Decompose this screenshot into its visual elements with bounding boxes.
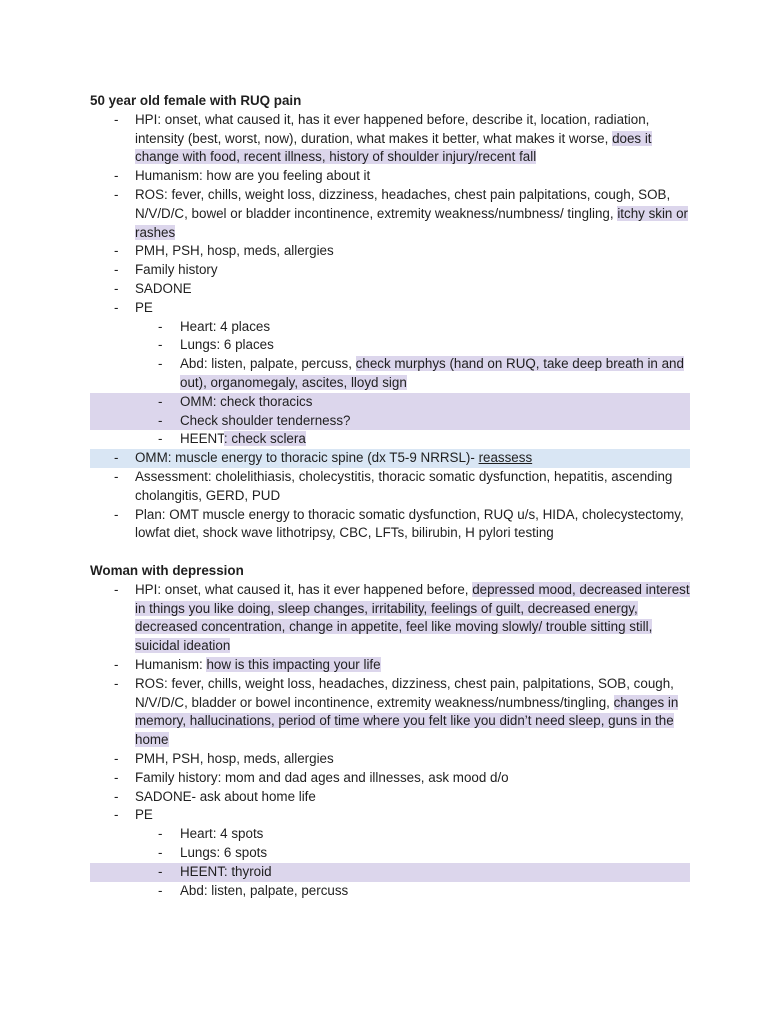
list-item: [90, 750, 690, 769]
case-depression: [90, 562, 690, 900]
item-text: SADONE: [135, 280, 192, 296]
list-item: [90, 261, 690, 280]
item-text: Humanism: how are you feeling about it: [135, 168, 371, 184]
item-text: Abd: listen, palpate, percuss: [180, 882, 349, 898]
sub-list-item: [90, 863, 690, 882]
item-text: PE: [135, 807, 153, 823]
item-text: HPI: onset, what caused it, has it ever happened before, describe it, location, radiation, intensity (best, worst, now), duration, what makes it better, what makes it worse,: [135, 111, 650, 146]
sub-list-item: [90, 825, 690, 844]
item-text: Check shoulder tenderness?: [180, 412, 351, 428]
sub-list-item: [90, 318, 690, 337]
list-item: [90, 449, 690, 468]
list-item: [90, 299, 690, 318]
highlighted-text: does it change with food, recent illness, history of shoulder injury/recent fall: [135, 130, 652, 165]
list-item: [90, 506, 690, 544]
item-text: Abd: listen, palpate, percuss,: [180, 356, 356, 372]
case-bullet-list: [90, 581, 690, 901]
list-item: [90, 468, 690, 506]
item-text: Family history: mom and dad ages and illnesses, ask mood d/o: [135, 769, 509, 785]
list-item: [90, 581, 690, 656]
item-text: SADONE- ask about home life: [135, 788, 316, 804]
sub-list-item: [90, 336, 690, 355]
item-text: PE: [135, 299, 153, 315]
sub-list-item: [90, 355, 690, 393]
highlighted-text: how is this impacting your life: [206, 656, 381, 672]
list-item: [90, 788, 690, 807]
sub-list-item: [90, 844, 690, 863]
item-text: Heart: 4 places: [180, 318, 271, 334]
case-ruq-pain: [90, 92, 690, 543]
case-heading: 50 year old female with RUQ pain: [90, 93, 302, 108]
item-text: OMM: check thoracics: [180, 393, 313, 409]
item-text: Lungs: 6 spots: [180, 844, 268, 860]
item-text: PMH, PSH, hosp, meds, allergies: [135, 243, 334, 259]
highlighted-text: check murphys (hand on RUQ, take deep breath in and out), organomegaly, ascites, lloyd sign: [180, 356, 684, 390]
underlined-text: reassess: [478, 450, 533, 466]
item-text: Family history: [135, 262, 218, 278]
list-item: [90, 675, 690, 750]
list-item: [90, 242, 690, 261]
item-text: HPI: onset, what caused it, has it ever happened before,: [135, 581, 473, 597]
case-bullet-list: [90, 111, 690, 543]
item-text: Lungs: 6 places: [180, 337, 274, 353]
case-heading: Woman with depression: [90, 563, 244, 578]
list-item: [90, 656, 690, 675]
list-item: [90, 769, 690, 788]
item-text: Assessment: cholelithiasis, cholecystitis, thoracic somatic dysfunction, hepatitis, ascending cholangitis, GERD, PUD: [135, 468, 673, 503]
item-text: Heart: 4 spots: [180, 826, 264, 842]
item-text: HEENT: [180, 431, 224, 447]
highlighted-text: depressed mood, decreased interest in things you like doing, sleep changes, irritability, feelings of guilt, decreased energy, decreased concentration, change in appetite, feel like moving slowly/ trouble sitting still, suicidal ideation: [135, 581, 690, 654]
sub-list-item: [90, 393, 690, 412]
list-item: [90, 186, 690, 242]
sub-list-item: [90, 430, 690, 449]
list-item: [90, 280, 690, 299]
highlighted-text: changes in memory, hallucinations, period of time where you felt like you didn’t need sleep, guns in the home: [135, 694, 679, 748]
item-text: ROS: fever, chills, weight loss, dizziness, headaches, chest pain palpitations, cough, SOB, N/V/D/C, bowel or bladder incontinence, extremity weakness/numbness/ tingling,: [135, 186, 671, 221]
sub-list-item: [90, 882, 690, 901]
item-text: ROS: fever, chills, weight loss, headaches, dizziness, chest pain, palpitations, SOB, cough, N/V/D/C, bladder or bowel incontinence, extremity weakness/numbness/tingling,: [135, 675, 674, 710]
highlighted-text: itchy skin or rashes: [135, 205, 689, 240]
list-item: [90, 806, 690, 825]
item-text: Humanism:: [135, 656, 207, 672]
item-text: HEENT: thyroid: [180, 863, 272, 879]
item-text: Plan: OMT muscle energy to thoracic somatic dysfunction, RUQ u/s, HIDA, cholecystectomy, lowfat diet, shock wave lithotripsy, CBC, LFTs, bilirubin, H pylori testing: [135, 506, 684, 541]
item-text: OMM: muscle energy to thoracic spine (dx T5-9 NRRSL)-: [135, 450, 479, 466]
sub-list-item: [90, 412, 690, 431]
item-text: PMH, PSH, hosp, meds, allergies: [135, 750, 334, 766]
highlighted-text: : check sclera: [223, 431, 306, 447]
list-item: [90, 111, 690, 167]
list-item: [90, 167, 690, 186]
